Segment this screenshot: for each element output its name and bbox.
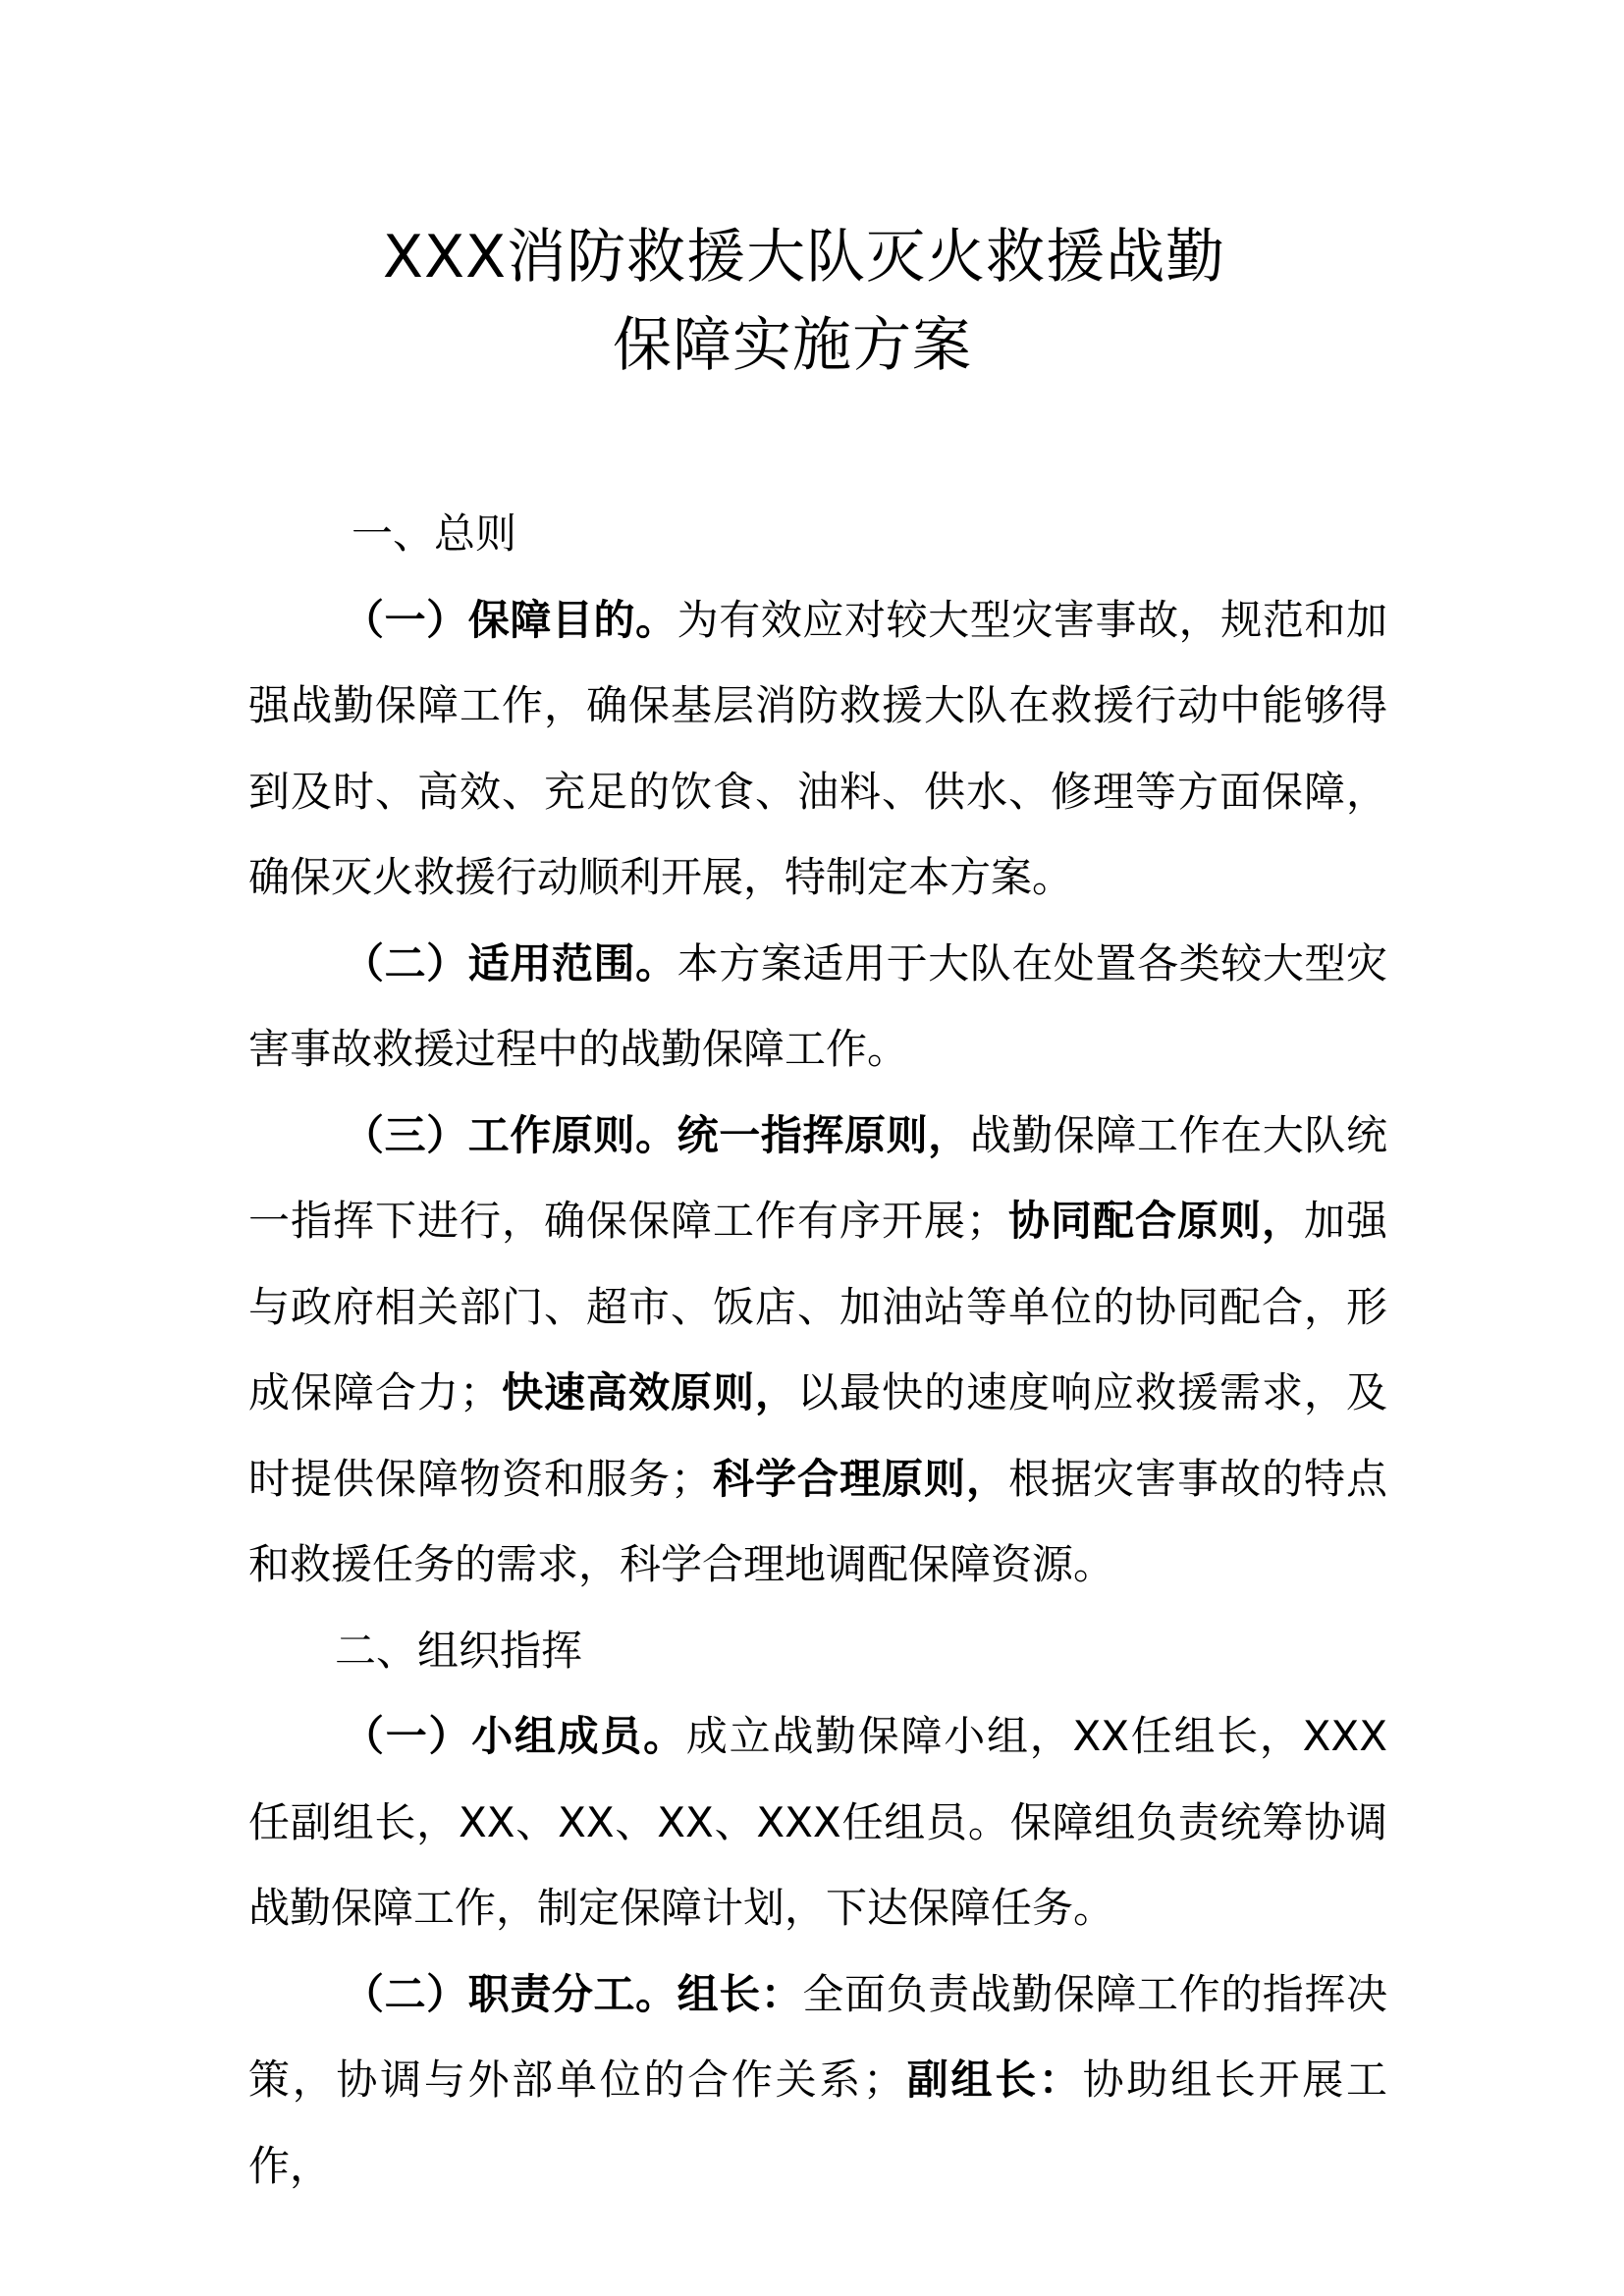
document-title-line1: XXX消防救援大队灭火救援战勤 — [382, 223, 1226, 292]
section-heading-general: 一、总则 — [352, 509, 517, 558]
principle-text: 加强与政府相关部门、超市、饭店、加油站等单位的协同配合，形成保障合力； — [248, 1197, 1387, 1416]
paragraph-text: 为有效应对较大型灾害事故，规范和加强战勤保障工作，确保基层消防救援大队在救援行动中能够得到及时、高效、充足的饮食、油料、供水、修理等方面保障，确保灭火救援行动顺利开展，特制定本方案。 — [248, 595, 1387, 901]
paragraph-scope — [248, 921, 1387, 1093]
paragraph-purpose — [248, 577, 1387, 921]
principle-text: 根据灾害事故的特点和救援任务的需求，科学合理地调配保障资源。 — [248, 1454, 1387, 1588]
principle-text: 以最快的速度响应救援需求，及时提供保障物资和服务； — [248, 1368, 1387, 1503]
principle-label: 科学合理原则， — [711, 1454, 1008, 1503]
paragraph-label: （二）职责分工。 — [343, 1969, 677, 2018]
role-label: 组长： — [677, 1969, 803, 2018]
section-heading-organization: 二、组织指挥 — [335, 1626, 583, 1675]
paragraph-label: （一）小组成员。 — [343, 1712, 686, 1760]
role-text: 全面负责战勤保障工作的指挥决策，协调与外部单位的合作关系； — [248, 1969, 1387, 2104]
role-text: 协助组长开展工作， — [248, 2056, 1387, 2190]
paragraph-label: （一）保障目的。 — [343, 595, 677, 644]
principle-text: 战勤保障工作在大队统一指挥下进行，确保保障工作有序开展； — [248, 1110, 1387, 1245]
paragraph-duties — [248, 1951, 1387, 2210]
paragraph-principles — [248, 1093, 1387, 1608]
principle-label: 快速高效原则， — [501, 1368, 797, 1416]
document-body — [248, 491, 1387, 2209]
paragraph-text: 本方案适用于大队在处置各类较大型灾害事故救援过程中的战勤保障工作。 — [248, 938, 1387, 1073]
document-title-line2: 保障实施方案 — [613, 311, 972, 380]
paragraph-text: 成立战勤保障小组，XX任组长，XXX任副组长，XX、XX、XX、XXX任组员。保障组负责统筹协调战勤保障工作，制定保障计划，下达保障任务。 — [248, 1712, 1387, 1932]
principle-label: 协同配合原则， — [1006, 1197, 1304, 1245]
paragraph-label: （三）工作原则。 — [343, 1110, 677, 1159]
paragraph-label: （二）适用范围。 — [343, 938, 677, 988]
principle-label: 统一指挥原则， — [677, 1110, 970, 1159]
role-label: 副组长： — [904, 2056, 1083, 2104]
paragraph-members — [248, 1693, 1387, 1951]
